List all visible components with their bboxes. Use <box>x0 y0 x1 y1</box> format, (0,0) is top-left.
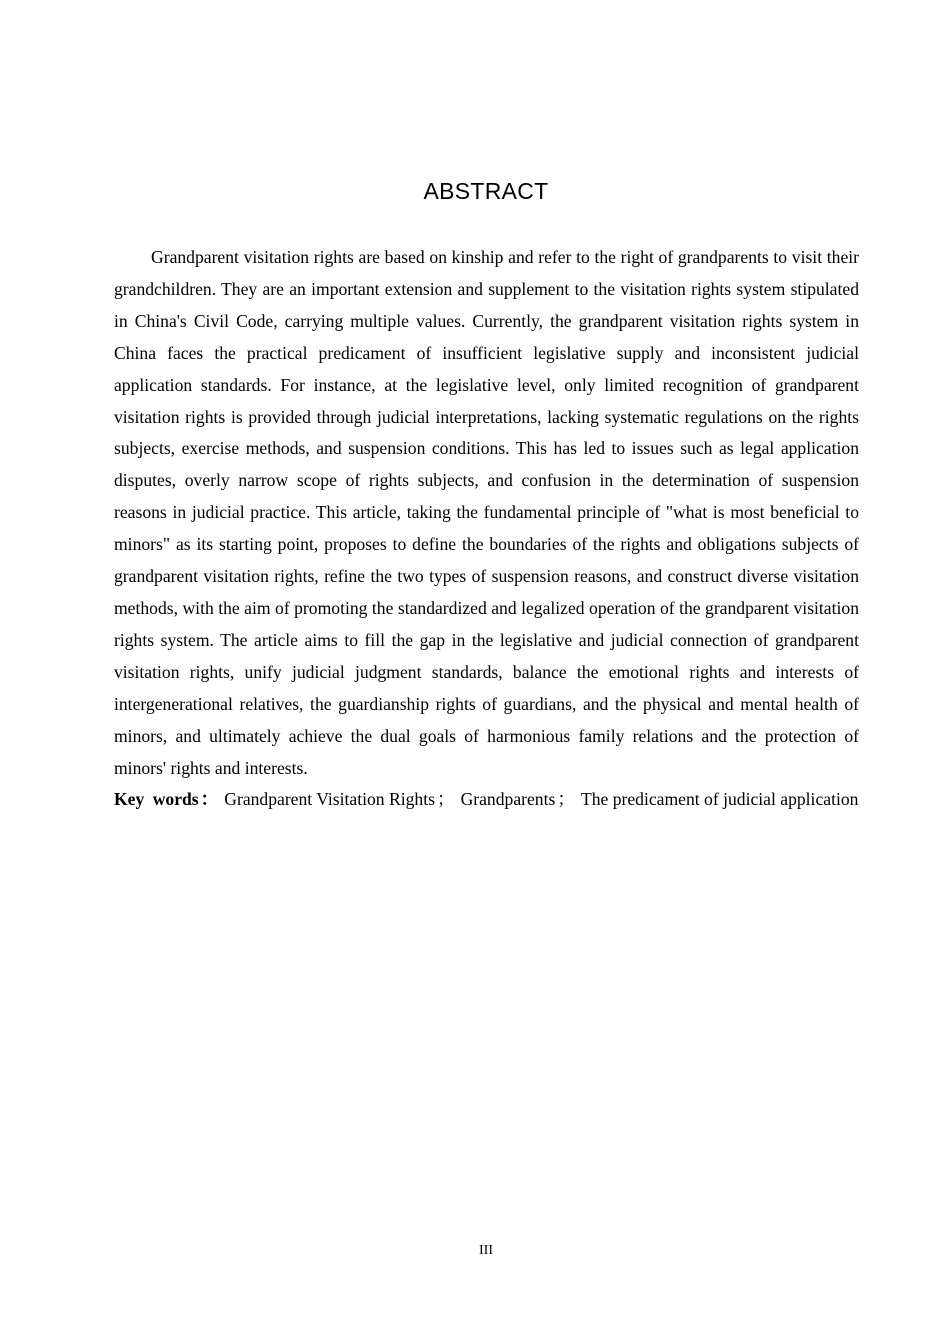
keywords-label-separator: ： <box>200 789 219 810</box>
abstract-body <box>114 242 859 816</box>
keyword-item: Grandparent Visitation Rights <box>224 789 435 810</box>
keywords-label: Key words <box>114 789 199 810</box>
abstract-title: ABSTRACT <box>423 178 549 204</box>
abstract-paragraph: Grandparent visitation rights are based on kinship and refer to the right of grandparents to visit their grandchildren. They are an important extension and supplement to the visitation rights system stipulated in China's Civil Code, carrying multiple values. Currently, the grandparent visitation rights system in China faces the practical predicament of insufficient legislative supply and inconsistent judicial application standards. For instance, at the legislative level, only limited recognition of grandparent visitation rights is provided through judicial interpretations, lacking systematic regulations on the rights subjects, exercise methods, and suspension conditions. This has led to issues such as legal application disputes, overly narrow scope of rights subjects, and confusion in the determination of suspension reasons in judicial practice. This article, taking the fundamental principle of "what is most beneficial to minors" as its starting point, proposes to define the boundaries of the rights and obligations subjects of grandparent visitation rights, refine the two types of suspension reasons, and construct diverse visitation methods, with the aim of promoting the standardized and legalized operation of the grandparent visitation rights system. The article aims to fill the gap in the legislative and judicial connection of grandparent visitation rights, unify judicial judgment standards, balance the emotional rights and interests of intergenerational relatives, the guardianship rights of guardians, and the physical and mental health of minors, and ultimately achieve the dual goals of harmonious family relations and the protection of minors' rights and interests. <box>114 247 859 778</box>
keywords-line <box>114 784 859 816</box>
keyword-item: Grandparents <box>460 789 556 810</box>
keyword-item: The predicament of judicial application <box>580 789 859 810</box>
keyword-separator: ； <box>436 789 455 810</box>
page-number: III <box>479 1243 493 1258</box>
keyword-separator: ； <box>557 789 575 810</box>
